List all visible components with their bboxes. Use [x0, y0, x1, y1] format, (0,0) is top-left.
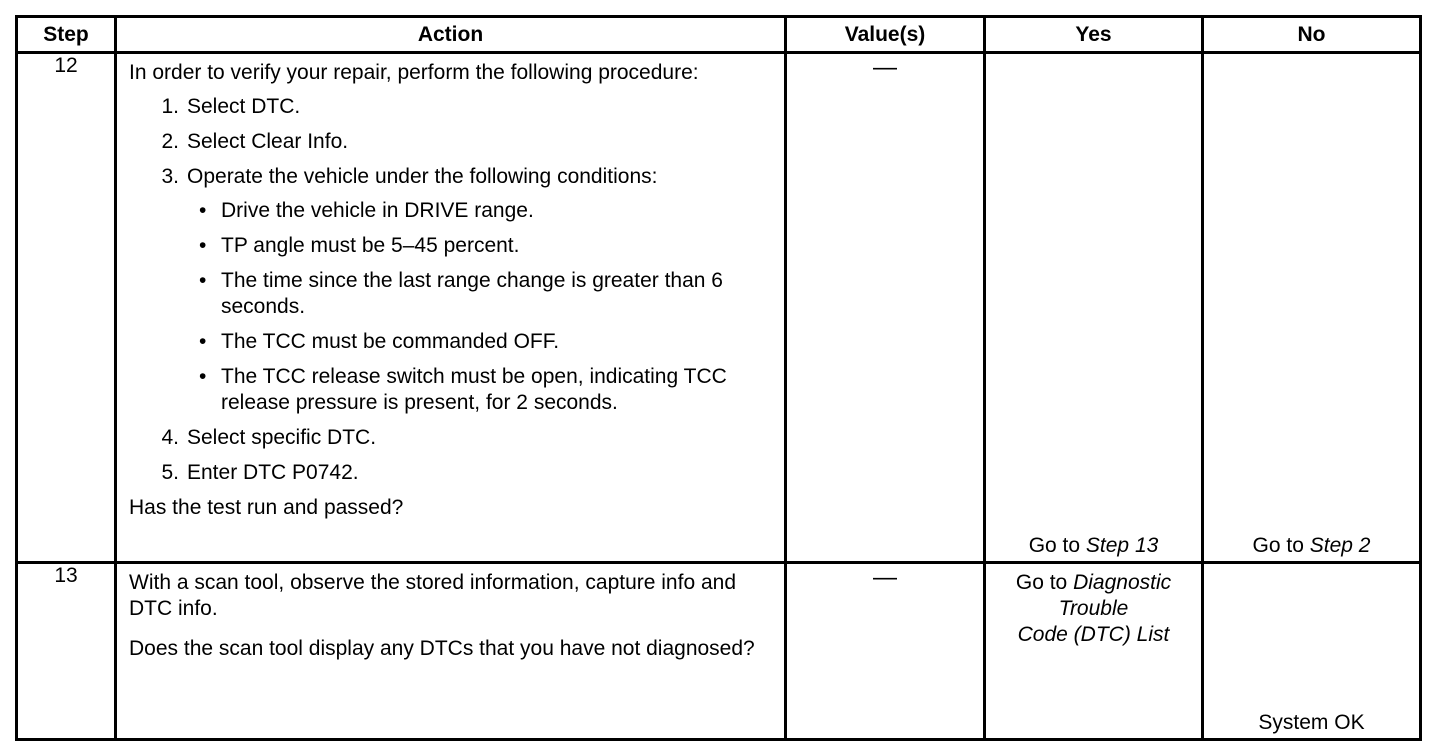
no-outcome: System OK — [1258, 711, 1365, 734]
dtc-list-link-line3[interactable]: Code (DTC) List — [1017, 623, 1170, 646]
procedure-step-text: Enter DTC P0742. — [187, 461, 359, 484]
condition-item — [199, 198, 772, 224]
table-row-step-13 — [17, 563, 1421, 740]
yes-prefix: Go to — [1028, 534, 1081, 557]
condition-text: The TCC must be commanded OFF. — [221, 330, 560, 353]
no-step-link[interactable]: Step 2 — [1309, 534, 1371, 557]
bullet-icon: • — [199, 199, 207, 222]
step-number: 13 — [17, 563, 116, 740]
header-yes: Yes — [985, 17, 1203, 53]
condition-text: Drive the vehicle in DRIVE range. — [221, 199, 534, 222]
action-cell — [116, 53, 786, 563]
procedure-step-text: Select DTC. — [187, 95, 301, 118]
procedure-step — [161, 164, 772, 416]
condition-text: The TCC release switch must be open, indicating TCC release pressure is present, for 2 seconds. — [221, 365, 727, 414]
yes-step-link[interactable]: Step 13 — [1085, 534, 1159, 557]
yes-outcome — [986, 564, 1201, 648]
action-instruction: With a scan tool, observe the stored information, capture info and DTC info. — [129, 571, 737, 620]
procedure-step-text: Operate the vehicle under the following conditions: — [187, 165, 658, 188]
yes-outcome — [986, 533, 1201, 559]
procedure-step-number: 1. — [161, 95, 179, 118]
condition-item — [199, 233, 772, 259]
condition-text: TP angle must be 5–45 percent. — [221, 234, 520, 257]
procedure-step-text: Select specific DTC. — [187, 426, 377, 449]
dtc-list-link-line1[interactable]: Diagnostic — [1073, 571, 1172, 594]
procedure-step — [161, 94, 772, 120]
header-step: Step — [17, 17, 116, 53]
procedure-step-number: 3. — [161, 165, 179, 188]
bullet-icon: • — [199, 269, 207, 292]
procedure-step — [161, 460, 772, 486]
header-action: Action — [116, 17, 786, 53]
condition-item — [199, 329, 772, 355]
condition-item — [199, 268, 772, 320]
condition-text: The time since the last range change is greater than 6 seconds. — [221, 269, 723, 318]
no-cell — [1203, 53, 1421, 563]
procedure-list — [129, 94, 772, 486]
action-question: Does the scan tool display any DTCs that you have not diagnosed? — [129, 637, 755, 660]
no-prefix: Go to — [1252, 534, 1304, 557]
value-cell: — — [786, 53, 985, 563]
diagnostic-table — [15, 15, 1422, 741]
bullet-icon: • — [199, 365, 207, 388]
yes-cell — [985, 53, 1203, 563]
dtc-list-link-line2[interactable]: Trouble — [1058, 597, 1129, 620]
yes-cell — [985, 563, 1203, 740]
table-row-step-12 — [17, 53, 1421, 563]
no-cell — [1203, 563, 1421, 740]
no-outcome — [1204, 533, 1419, 559]
action-cell — [116, 563, 786, 740]
procedure-step — [161, 425, 772, 451]
procedure-step-text: Select Clear Info. — [187, 130, 349, 153]
value-cell: — — [786, 563, 985, 740]
action-intro: In order to verify your repair, perform the following procedure: — [129, 61, 699, 84]
procedure-step-number: 2. — [161, 130, 179, 153]
procedure-step-number: 5. — [161, 461, 179, 484]
procedure-step — [161, 129, 772, 155]
header-no: No — [1203, 17, 1421, 53]
bullet-icon: • — [199, 330, 207, 353]
step-number: 12 — [17, 53, 116, 563]
action-question: Has the test run and passed? — [129, 496, 404, 519]
header-values: Value(s) — [786, 17, 985, 53]
procedure-step-number: 4. — [161, 426, 179, 449]
header-row — [17, 17, 1421, 53]
bullet-icon: • — [199, 234, 207, 257]
conditions-list — [187, 198, 772, 416]
condition-item — [199, 364, 772, 416]
yes-prefix: Go to — [1015, 571, 1068, 594]
